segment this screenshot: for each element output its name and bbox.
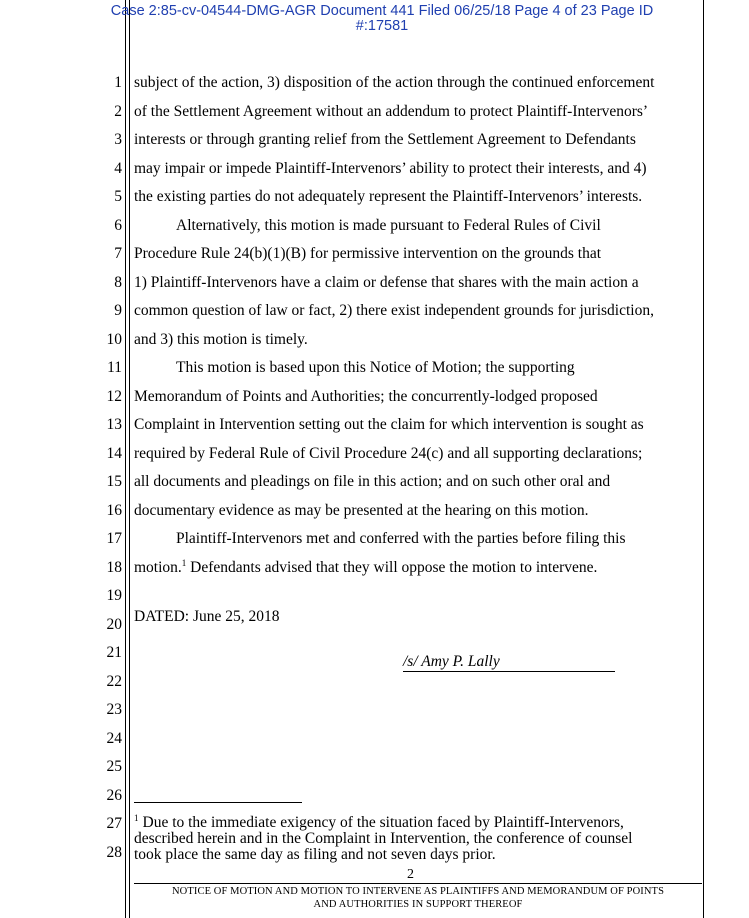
line-number: 1 bbox=[114, 74, 122, 91]
document-footer bbox=[134, 885, 702, 911]
line-number: 25 bbox=[106, 758, 122, 775]
body-line: This motion is based upon this Notice of Motion; the supporting bbox=[176, 359, 575, 376]
line-number: 13 bbox=[106, 416, 122, 433]
footer-line-2: AND AUTHORITIES IN SUPPORT THEREOF bbox=[313, 899, 523, 910]
footnote bbox=[134, 815, 674, 863]
body-line: Procedure Rule 24(b)(1)(B) for permissive intervention on the grounds that bbox=[134, 245, 602, 262]
footer-rule bbox=[134, 883, 702, 884]
line-number: 14 bbox=[106, 444, 122, 462]
body-line: interests or through granting relief from the Settlement Agreement to Defendants bbox=[134, 131, 636, 148]
line-number: 3 bbox=[114, 131, 122, 148]
ecf-header bbox=[92, 4, 672, 34]
line-number: 8 bbox=[114, 273, 122, 291]
line18-before: motion. bbox=[134, 558, 182, 576]
dated-line: DATED: June 25, 2018 bbox=[134, 608, 280, 625]
signature-line: /s/ Amy P. Lally bbox=[403, 653, 615, 672]
body-line: Memorandum of Points and Authorities; the concurrently-lodged proposed bbox=[134, 387, 598, 405]
body-line: subject of the action, 3) disposition of the action through the continued enforcement bbox=[134, 74, 655, 91]
line-number: 2 bbox=[114, 102, 122, 120]
line-number: 23 bbox=[106, 701, 122, 718]
line-number: 15 bbox=[106, 473, 122, 490]
right-margin-rule bbox=[703, 0, 704, 918]
line-number: 26 bbox=[106, 786, 122, 804]
body-line: all documents and pleadings on file in this action; and on such other oral and bbox=[134, 473, 611, 490]
ecf-header-line-2: #:17581 bbox=[355, 18, 409, 34]
line-number: 24 bbox=[106, 729, 122, 747]
left-margin-rule-inner bbox=[129, 0, 130, 918]
footer-line-1: NOTICE OF MOTION AND MOTION TO INTERVENE AS PLAINTIFFS AND MEMORANDUM OF POINTS bbox=[171, 886, 665, 897]
footnote-mark: 1 bbox=[134, 813, 139, 823]
line-number: 10 bbox=[106, 330, 122, 348]
line-number: 12 bbox=[106, 387, 122, 405]
footnote-line: took place the same day as filing and not seven days prior. bbox=[134, 846, 496, 863]
footnote-line bbox=[134, 815, 674, 831]
line-number: 4 bbox=[114, 159, 122, 177]
line-number: 20 bbox=[106, 615, 122, 633]
body-line: and 3) this motion is timely. bbox=[134, 330, 308, 348]
footnote-separator bbox=[134, 802, 302, 803]
line-number: 16 bbox=[106, 501, 122, 519]
body-line: common question of law or fact, 2) there exist independent grounds for jurisdiction, bbox=[134, 302, 654, 319]
ecf-header-line-1: Case 2:85-cv-04544-DMG-AGR Document 441 Filed 06/25/18 Page 4 of 23 Page ID bbox=[110, 3, 654, 19]
page-number: 2 bbox=[407, 867, 414, 882]
footnote-reference[interactable]: 1 bbox=[181, 557, 187, 568]
line-number: 7 bbox=[114, 245, 122, 262]
body-line: Plaintiff-Intervenors met and conferred with the parties before filing this bbox=[176, 530, 626, 547]
body-line: of the Settlement Agreement without an addendum to protect Plaintiff-Intervenors’ bbox=[134, 102, 649, 120]
footnote-line: described herein and in the Complaint in Intervention, the conference of counsel bbox=[134, 830, 633, 847]
body-line: 1) Plaintiff-Intervenors have a claim or defense that shares with the main action a bbox=[134, 273, 639, 291]
line-number: 18 bbox=[106, 558, 122, 576]
line18-after: Defendants advised that they will oppose the motion to intervene. bbox=[186, 558, 598, 576]
line-number: 27 bbox=[106, 815, 122, 832]
line-number: 5 bbox=[114, 188, 122, 205]
body-line: required by Federal Rule of Civil Procedure 24(c) and all supporting declarations; bbox=[134, 444, 643, 462]
body-line: the existing parties do not adequately represent the Plaintiff-Intervenors’ interests. bbox=[134, 188, 643, 205]
footnote-text: Due to the immediate exigency of the situation faced by Plaintiff-Intervenors, bbox=[142, 814, 624, 831]
line-number: 19 bbox=[106, 587, 122, 604]
line-number: 21 bbox=[106, 644, 122, 661]
body-line: documentary evidence as may be presented at the hearing on this motion. bbox=[134, 501, 589, 519]
line-number: 9 bbox=[114, 302, 122, 319]
line-number: 11 bbox=[107, 359, 122, 376]
line-number: 22 bbox=[106, 672, 122, 690]
left-margin-rule-outer bbox=[125, 0, 126, 918]
body-line: may impair or impede Plaintiff-Intervenors’ ability to protect their interests, and 4) bbox=[134, 159, 647, 177]
line-number: 6 bbox=[114, 216, 122, 234]
body-line-with-footnote-ref bbox=[134, 559, 597, 577]
body-line: Complaint in Intervention setting out the claim for which intervention is sought as bbox=[134, 416, 644, 433]
line-number: 28 bbox=[106, 844, 122, 861]
line-number: 17 bbox=[106, 530, 122, 547]
body-line: Alternatively, this motion is made pursuant to Federal Rules of Civil bbox=[176, 216, 601, 234]
